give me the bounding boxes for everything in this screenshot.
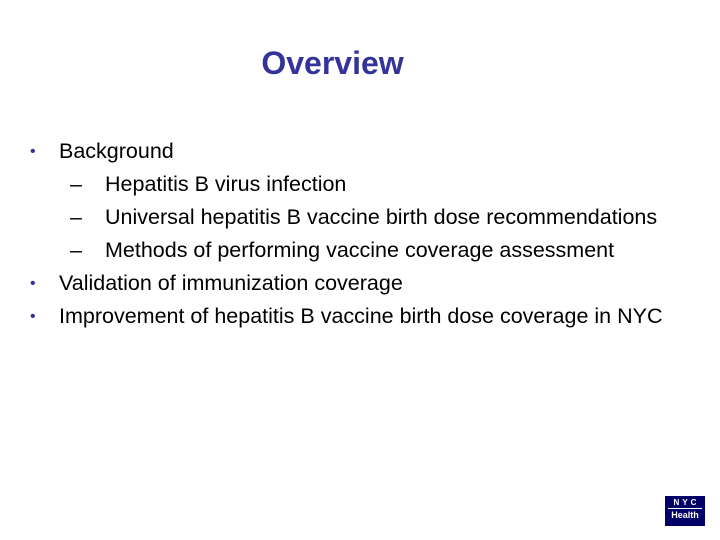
logo-line-health: Health — [671, 510, 699, 520]
bullet-text: Validation of immunization coverage — [59, 271, 403, 295]
bullet-dot-icon: • — [30, 275, 36, 292]
subitem-text: Hepatitis B virus infection — [105, 172, 347, 196]
subitem-text: Methods of performing vaccine coverage assessment — [105, 238, 615, 262]
subitem-hbv-infection — [30, 168, 690, 201]
subitem-text: Universal hepatitis B vaccine birth dose recommendations — [105, 205, 658, 229]
dash-icon: – — [70, 172, 82, 196]
subitem-birth-dose-recommendations — [30, 201, 690, 234]
logo-line-nyc: NYC — [668, 498, 702, 509]
slide-title: Overview — [261, 45, 404, 81]
dash-icon: – — [70, 238, 82, 262]
bullet-dot-icon: • — [30, 308, 36, 325]
nyc-health-logo — [665, 496, 705, 526]
subitem-coverage-methods — [30, 234, 690, 267]
dash-icon: – — [70, 205, 82, 229]
bullet-text: Background — [59, 139, 174, 163]
bullet-item-background — [30, 135, 690, 168]
bullet-dot-icon: • — [30, 143, 36, 160]
bullet-list — [30, 135, 690, 333]
bullet-item-validation — [30, 267, 690, 300]
bullet-text: Improvement of hepatitis B vaccine birth dose coverage in NYC — [59, 304, 663, 328]
bullet-item-improvement — [30, 300, 690, 333]
